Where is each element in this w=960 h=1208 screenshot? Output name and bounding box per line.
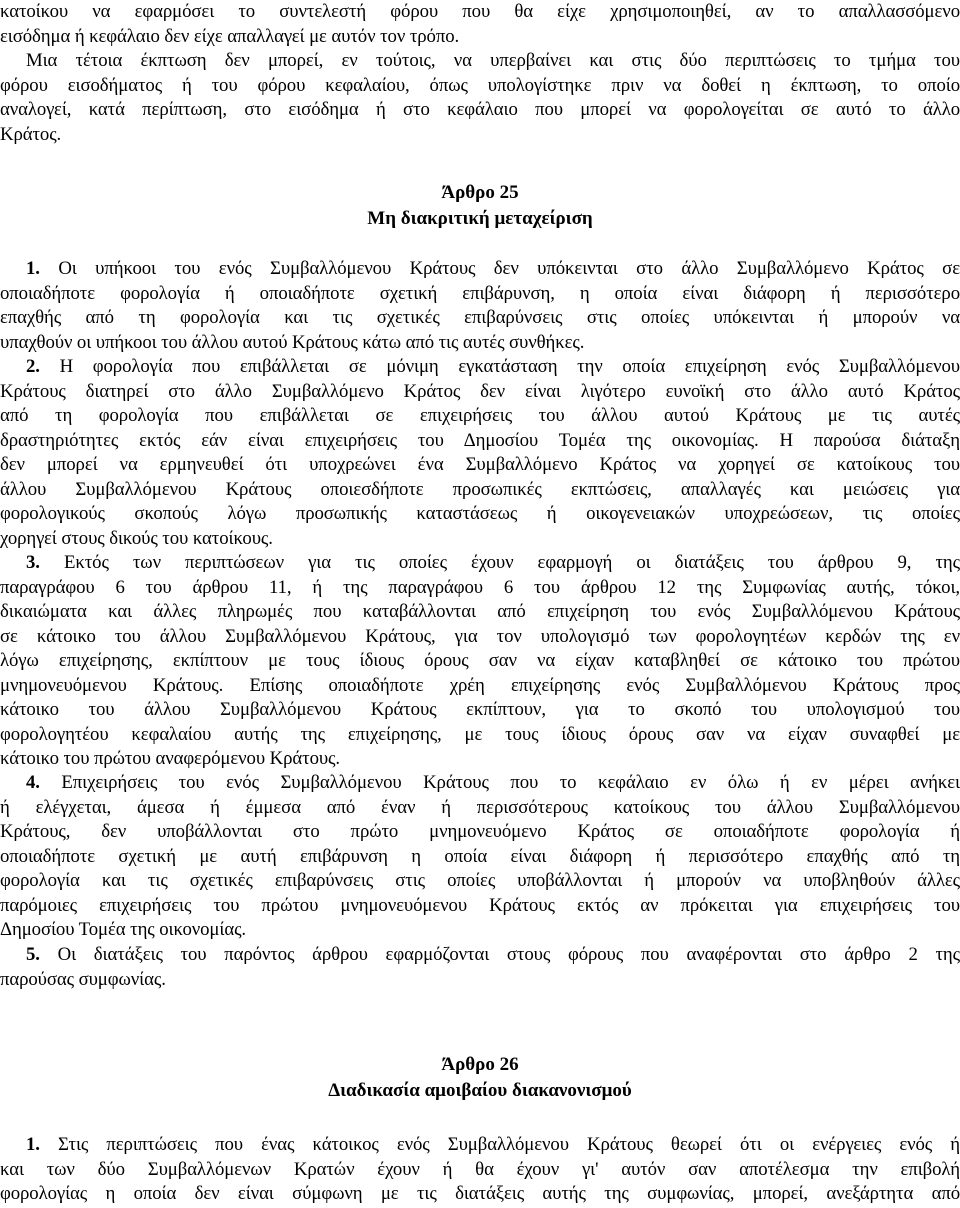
paragraph-text: Οι διατάξεις του παρόντος άρθρου εφαρμόζονται στους φόρους που αναφέρονται στο άρθρο 2 της	[39, 944, 960, 965]
paragraph-line: μνημονευόμενου Κράτους. Επίσης οποιαδήποτε χρέη επιχείρησης ενός Συμβαλλόμενου Κράτους προς	[0, 674, 960, 696]
paragraph-line: παραγράφου 6 του άρθρου 11, ή της παραγράφου 6 του άρθρου 12 της Συμφωνίας αυτής, τόκοι,	[0, 576, 960, 598]
paragraph-line: δραστηριότητες εκτός εάν είναι επιχειρήσεις του Δημοσίου Τομέα της οικονομίας. Η παρούσα διάταξη	[0, 429, 960, 451]
paragraph-line: δικαιώματα και άλλες πληρωμές που καταβάλλονται από επιχείρηση του ενός Συμβαλλόμενου Κράτους	[0, 601, 960, 622]
article-25-title: Άρθρο 25	[441, 182, 519, 203]
article-25-paragraph-4	[0, 771, 960, 943]
paragraph-line: φορολογικούς σκοπούς λόγω προσωπικής καταστάσεως ή οικογενειακών υποχρεώσεων, τις οποίες	[0, 503, 960, 524]
paragraph-number: 5.	[26, 944, 40, 965]
article-25-paragraph-1	[0, 257, 960, 355]
paragraph-line: κάτοικο του άλλου Συμβαλλόμενου Κράτους εκπίπτουν, για το σκοπό του υπολογισμού του	[0, 699, 960, 720]
paragraph-line: φορολογίας η οποία δεν είναι σύμφωνη με τις διατάξεις αυτής της συμφωνίας, μπορεί, ανεξάρτητα από	[0, 1183, 960, 1204]
paragraph-line: δεν μπορεί να ερμηνευθεί ότι υποχρεώνει ένα Συμβαλλόμενο Κράτος να χορηγεί σε κατοίκους του	[0, 454, 960, 475]
paragraph-line: οποιαδήποτε φορολογία ή οποιαδήποτε σχετική επιβάρυνση, η οποία είναι διάφορη ή περισσότερο	[0, 282, 960, 304]
article-26-paragraph-1	[0, 1133, 960, 1207]
paragraph-text: Η φορολογία που επιβάλλεται σε μόνιμη εγκατάσταση την οποία επιχείρηση ενός Συμβαλλόμενου	[39, 356, 960, 377]
paragraph-text: Στις περιπτώσεις που ένας κάτοικος ενός Συμβαλλόμενου Κράτους θεωρεί ότι οι ενέργειες ενός ή	[39, 1134, 960, 1155]
paragraph-line: άλλου Συμβαλλόμενου Κράτους οποιεσδήποτε προσωπικές εκπτώσεις, απαλλαγές και μειώσεις για	[0, 478, 960, 500]
paragraph-line: Κράτους διατηρεί στο άλλο Συμβαλλόμενο Κράτος δεν είναι λιγότερο ευνοϊκή στο άλλο αυτό Κράτος	[0, 380, 960, 402]
intro-paragraph	[0, 0, 960, 147]
paragraph-line	[0, 257, 960, 282]
paragraph-number: 1.	[26, 1134, 40, 1155]
article-26-subtitle: Διαδικασία αμοιβαίου διακανονισμού	[328, 1080, 632, 1101]
paragraph-line: και των δύο Συμβαλλόμενων Κρατών έχουν ή θα έχουν γι' αυτόν σαν αποτέλεσμα την επιβολή	[0, 1158, 960, 1180]
paragraph-line	[0, 771, 960, 796]
intro-line: αναλογεί, κατά περίπτωση, στο εισόδημα ή στο κεφάλαιο που μπορεί να φορολογείται σε αυτό το άλλο	[0, 99, 960, 120]
article-26-title: Άρθρο 26	[441, 1054, 519, 1075]
paragraph-line	[0, 1133, 960, 1158]
paragraph-line: παρούσας συμφωνίας.	[0, 968, 166, 990]
paragraph-line: παρόμοιες επιχειρήσεις του πρώτου μνημονευόμενου Κράτους εκτός αν πρόκειται για επιχειρήσεις του	[0, 894, 960, 916]
intro-line: κατοίκου να εφαρμόσει το συντελεστή φόρου που θα είχε χρησιμοποιηθεί, αν το απαλλασσόμενο	[0, 1, 960, 22]
paragraph-line: Δημοσίου Τομέα της οικονομίας.	[0, 919, 247, 940]
paragraph-line	[0, 355, 960, 380]
paragraph-number: 4.	[26, 772, 40, 793]
paragraph-line: ή ελέγχεται, άμεσα ή έμμεσα από έναν ή περισσότερους κατοίκους του άλλου Συμβαλλόμενου	[0, 796, 960, 818]
paragraph-line: επαχθής από τη φορολογία και τις σχετικές επιβαρύνσεις στις οποίες υπόκεινται ή μπορούν να	[0, 307, 960, 328]
paragraph-line: φορολογητέου κεφαλαίου αυτής της επιχείρησης, με τους ίδιους όρους σαν να είχαν συναφθεί με	[0, 723, 960, 745]
article-25-paragraph-3	[0, 551, 960, 772]
article-25-paragraph-2	[0, 355, 960, 551]
paragraph-line: σε κάτοικο του άλλου Συμβαλλόμενου Κράτους, για τον υπολογισμό των φορολογητέων κερδών της εν	[0, 625, 960, 647]
paragraph-text: Οι υπήκοοι του ενός Συμβαλλόμενου Κράτους δεν υπόκεινται στο άλλο Συμβαλλόμενο Κράτος σε	[39, 258, 960, 279]
paragraph-line: οποιαδήποτε σχετική με αυτή επιβάρυνση η οποία είναι διάφορη ή περισσότερο επαχθής από τη	[0, 845, 960, 867]
article-25-subtitle: Μη διακριτική μεταχείριση	[367, 208, 593, 229]
paragraph-line	[0, 551, 960, 576]
intro-line: φόρου εισοδήματος ή του φόρου κεφαλαίου, όπως υπολογίστηκε πριν να δοθεί η έκπτωση, το οποίο	[0, 74, 960, 96]
paragraph-line: Κράτους, δεν υποβάλλονται στο πρώτο μνημονευόμενο Κράτος σε οποιαδήποτε φορολογία ή	[0, 821, 960, 842]
paragraph-line: λόγω επιχείρησης, εκπίπτουν με τους ίδιους όρους σαν να είχαν καταβληθεί σε κάτοικο του πρώτου	[0, 650, 960, 671]
paragraph-line: κάτοικο του πρώτου αναφερόμενου Κράτους.	[0, 748, 340, 769]
paragraph-line: υπαχθούν οι υπήκοοι του άλλου αυτού Κράτους κάτω από τις αυτές συνθήκες.	[0, 331, 585, 353]
intro-line: εισόδημα ή κεφάλαιο δεν είχε απαλλαγεί με αυτόν τον τρόπο.	[0, 25, 460, 47]
paragraph-line: από τη φορολογία που επιβάλλεται σε επιχειρήσεις του άλλου αυτού Κράτους με τις αυτές	[0, 405, 960, 426]
paragraph-line	[0, 943, 960, 968]
paragraph-line: φορολογία και τις σχετικές επιβαρύνσεις στις οποίες υποβάλλονται ή μπορούν να υποβληθούν άλλες	[0, 870, 960, 891]
paragraph-number: 1.	[26, 258, 40, 279]
intro-line: Κράτος.	[0, 123, 62, 145]
paragraph-line: χορηγεί στους δικούς του κατοίκους.	[0, 527, 273, 549]
intro-line: Μια τέτοια έκπτωση δεν μπορεί, εν τούτοις, να υπερβαίνει και στις δύο περιπτώσεις το τμήμα του	[26, 50, 960, 71]
paragraph-number: 3.	[26, 552, 40, 573]
paragraph-text: Εκτός των περιπτώσεων για τις οποίες έχουν εφαρμογή οι διατάξεις του άρθρου 9, της	[39, 552, 960, 573]
paragraph-number: 2.	[26, 356, 40, 377]
paragraph-text: Επιχειρήσεις του ενός Συμβαλλόμενου Κράτους που το κεφάλαιο εν όλω ή εν μέρει ανήκει	[39, 772, 960, 793]
article-25-paragraph-5	[0, 943, 960, 992]
